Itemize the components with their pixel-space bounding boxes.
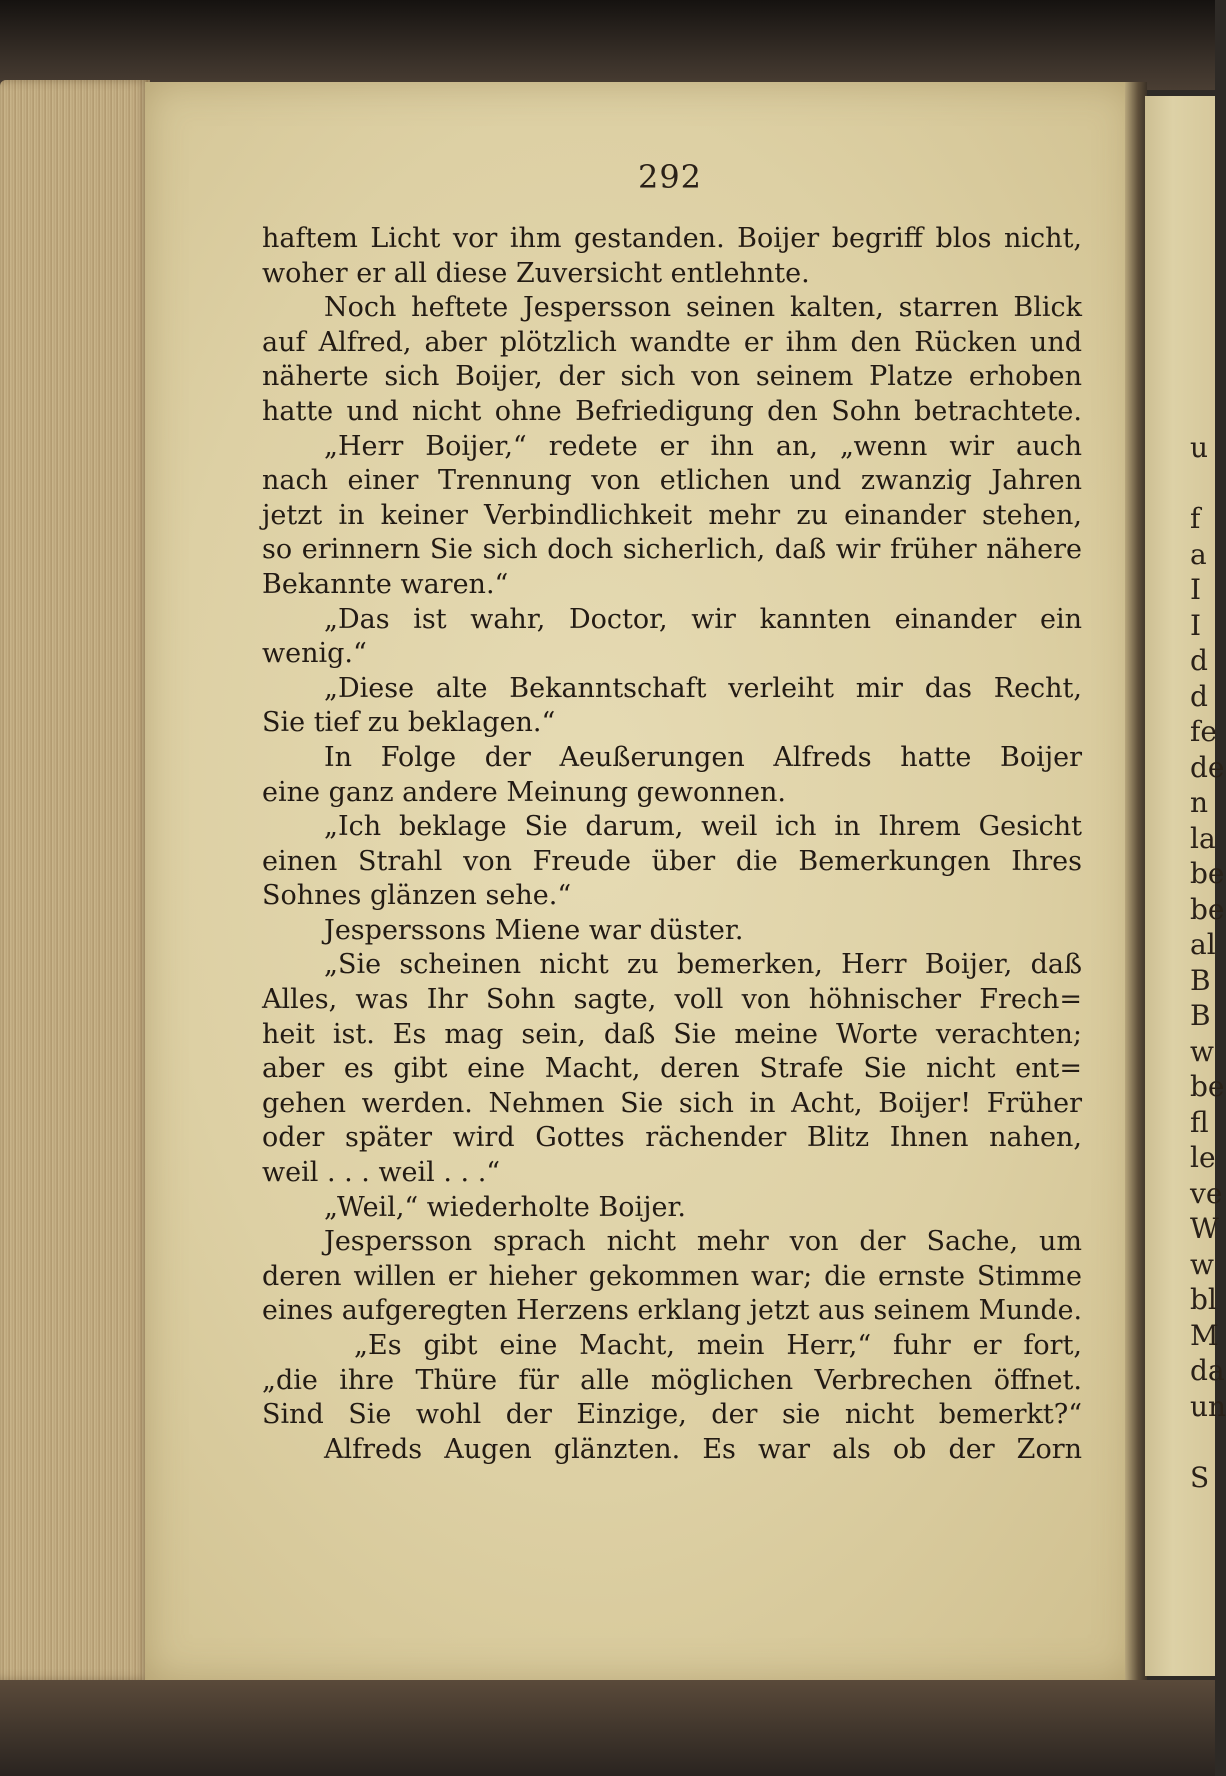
- text-line: hatte und nicht ohne Befriedigung den Sohn betrachtete.: [262, 395, 1082, 427]
- facing-line-fragment: le: [1190, 1141, 1216, 1174]
- facing-line-fragment: S: [1190, 1460, 1210, 1494]
- text-line: „Das ist wahr, Doctor, wir kannten einander ein: [324, 603, 1082, 635]
- text-line: aber es gibt eine Macht, deren Strafe Sie nicht ent=: [262, 1053, 1082, 1085]
- facing-line-fragment: bl: [1190, 1283, 1217, 1316]
- text-line: eines aufgeregten Herzens erklang jetzt aus seinem Munde.: [262, 1295, 1082, 1327]
- page-text: [262, 222, 1082, 1467]
- facing-line-fragment: d: [1190, 679, 1208, 713]
- text-line: wenig.“: [262, 638, 367, 670]
- facing-line-fragment: de: [1190, 750, 1225, 784]
- text-line: „Es gibt eine Macht, mein Herr,“ fuhr er fort,: [354, 1330, 1082, 1361]
- text-line: Alfreds Augen glänzten. Es war als ob der Zorn: [324, 1433, 1082, 1465]
- text-line: Sie tief zu beklagen.“: [262, 707, 556, 739]
- facing-line-fragment: ve: [1190, 1176, 1223, 1210]
- facing-line-fragment: d: [1190, 644, 1208, 677]
- facing-line-fragment: fl: [1190, 1105, 1209, 1139]
- facing-line-fragment: be: [1190, 892, 1225, 926]
- text-line: deren willen er hieher gekommen war; die ernste Stimme: [262, 1260, 1082, 1292]
- book-gutter: [1125, 82, 1147, 1682]
- facing-line-fragment: B: [1190, 963, 1211, 997]
- text-line: eine ganz andere Meinung gewonnen.: [262, 776, 787, 808]
- facing-line-fragment: B: [1190, 999, 1211, 1032]
- text-line: Jespersson sprach nicht mehr von der Sache, um: [324, 1226, 1082, 1258]
- facing-line-fragment: da: [1190, 1354, 1225, 1387]
- facing-line-fragment: fe: [1190, 715, 1217, 748]
- text-line: In Folge der Aeußerungen Alfreds hatte Boijer: [324, 741, 1082, 773]
- text-line: gehen werden. Nehmen Sie sich in Acht, Boijer! Früher: [262, 1087, 1082, 1119]
- text-line: Sind Sie wohl der Einzige, der sie nicht bemerkt?“: [262, 1399, 1082, 1431]
- facing-line-fragment: [1190, 1424, 1215, 1460]
- facing-line-fragment: a: [1190, 537, 1207, 571]
- text-line: „Herr Boijer,“ redete er ihn an, „wenn wir auch: [324, 430, 1082, 462]
- text-line: Noch heftete Jespersson seinen kalten, starren Blick: [324, 292, 1082, 324]
- book-cover-bottom: [0, 1680, 1215, 1776]
- page-edges: [0, 80, 150, 1680]
- facing-line-fragment: be: [1190, 1070, 1225, 1103]
- facing-line-fragment: u: [1190, 431, 1209, 464]
- page-number: 292: [637, 158, 703, 196]
- text-line: weil . . . weil . . .“: [262, 1157, 501, 1189]
- facing-line-fragment: f: [1190, 502, 1201, 535]
- facing-line-fragment: [1190, 466, 1215, 502]
- text-line: heit ist. Es mag sein, daß Sie meine Worte verachten;: [262, 1018, 1082, 1050]
- text-line: haftem Licht vor ihm gestanden. Boijer begriff blos nicht,: [262, 223, 1082, 254]
- text-line: Alles, was Ihr Sohn sagte, voll von höhnischer Frech=: [262, 984, 1082, 1016]
- text-line: oder später wird Gottes rächender Blitz Ihnen nahen,: [262, 1122, 1082, 1154]
- text-line: jetzt in keiner Verbindlichkeit mehr zu einander stehen,: [262, 499, 1082, 531]
- facing-line-fragment: W: [1190, 1212, 1219, 1245]
- text-line: so erinnern Sie sich doch sicherlich, daß wir früher nähere: [262, 534, 1082, 566]
- text-line: „Ich beklage Sie darum, weil ich in Ihrem Gesicht: [324, 811, 1082, 843]
- text-line: „Diese alte Bekanntschaft verleiht mir das Recht,: [324, 672, 1082, 704]
- facing-line-fragment: w: [1190, 1034, 1214, 1068]
- facing-line-fragment: I: [1190, 573, 1202, 606]
- facing-line-fragment: M: [1190, 1318, 1219, 1352]
- text-line: „Sie scheinen nicht zu bemerken, Herr Boijer, daß: [324, 949, 1082, 981]
- text-line: „Weil,“ wiederholte Boijer.: [324, 1191, 686, 1223]
- text-line: auf Alfred, aber plötzlich wandte er ihm den Rücken und: [262, 326, 1082, 358]
- facing-line-fragment: I: [1190, 608, 1202, 642]
- text-line: Jesperssons Miene war düster.: [324, 914, 744, 946]
- text-line: Sohnes glänzen sehe.“: [262, 880, 572, 912]
- text-line: näherte sich Boijer, der sich von seinem Platze erhoben: [262, 361, 1082, 393]
- text-line: „die ihre Thüre für alle möglichen Verbrechen öffnet.: [262, 1364, 1082, 1396]
- facing-line-fragment: al: [1190, 928, 1216, 961]
- text-line: einen Strahl von Freude über die Bemerkungen Ihres: [262, 845, 1082, 877]
- facing-line-fragment: be: [1190, 857, 1225, 890]
- book-cover-top: [0, 0, 1215, 90]
- facing-line-fragment: un: [1190, 1389, 1226, 1423]
- facing-page-text: [1190, 430, 1226, 1495]
- text-line: Bekannte waren.“: [262, 568, 509, 600]
- facing-line-fragment: n: [1190, 786, 1209, 819]
- text-line: nach einer Trennung von etlichen und zwanzig Jahren: [262, 465, 1082, 497]
- facing-line-fragment: la: [1190, 821, 1216, 855]
- facing-line-fragment: w: [1190, 1247, 1214, 1281]
- text-line: woher er all diese Zuversicht entlehnte.: [262, 257, 810, 289]
